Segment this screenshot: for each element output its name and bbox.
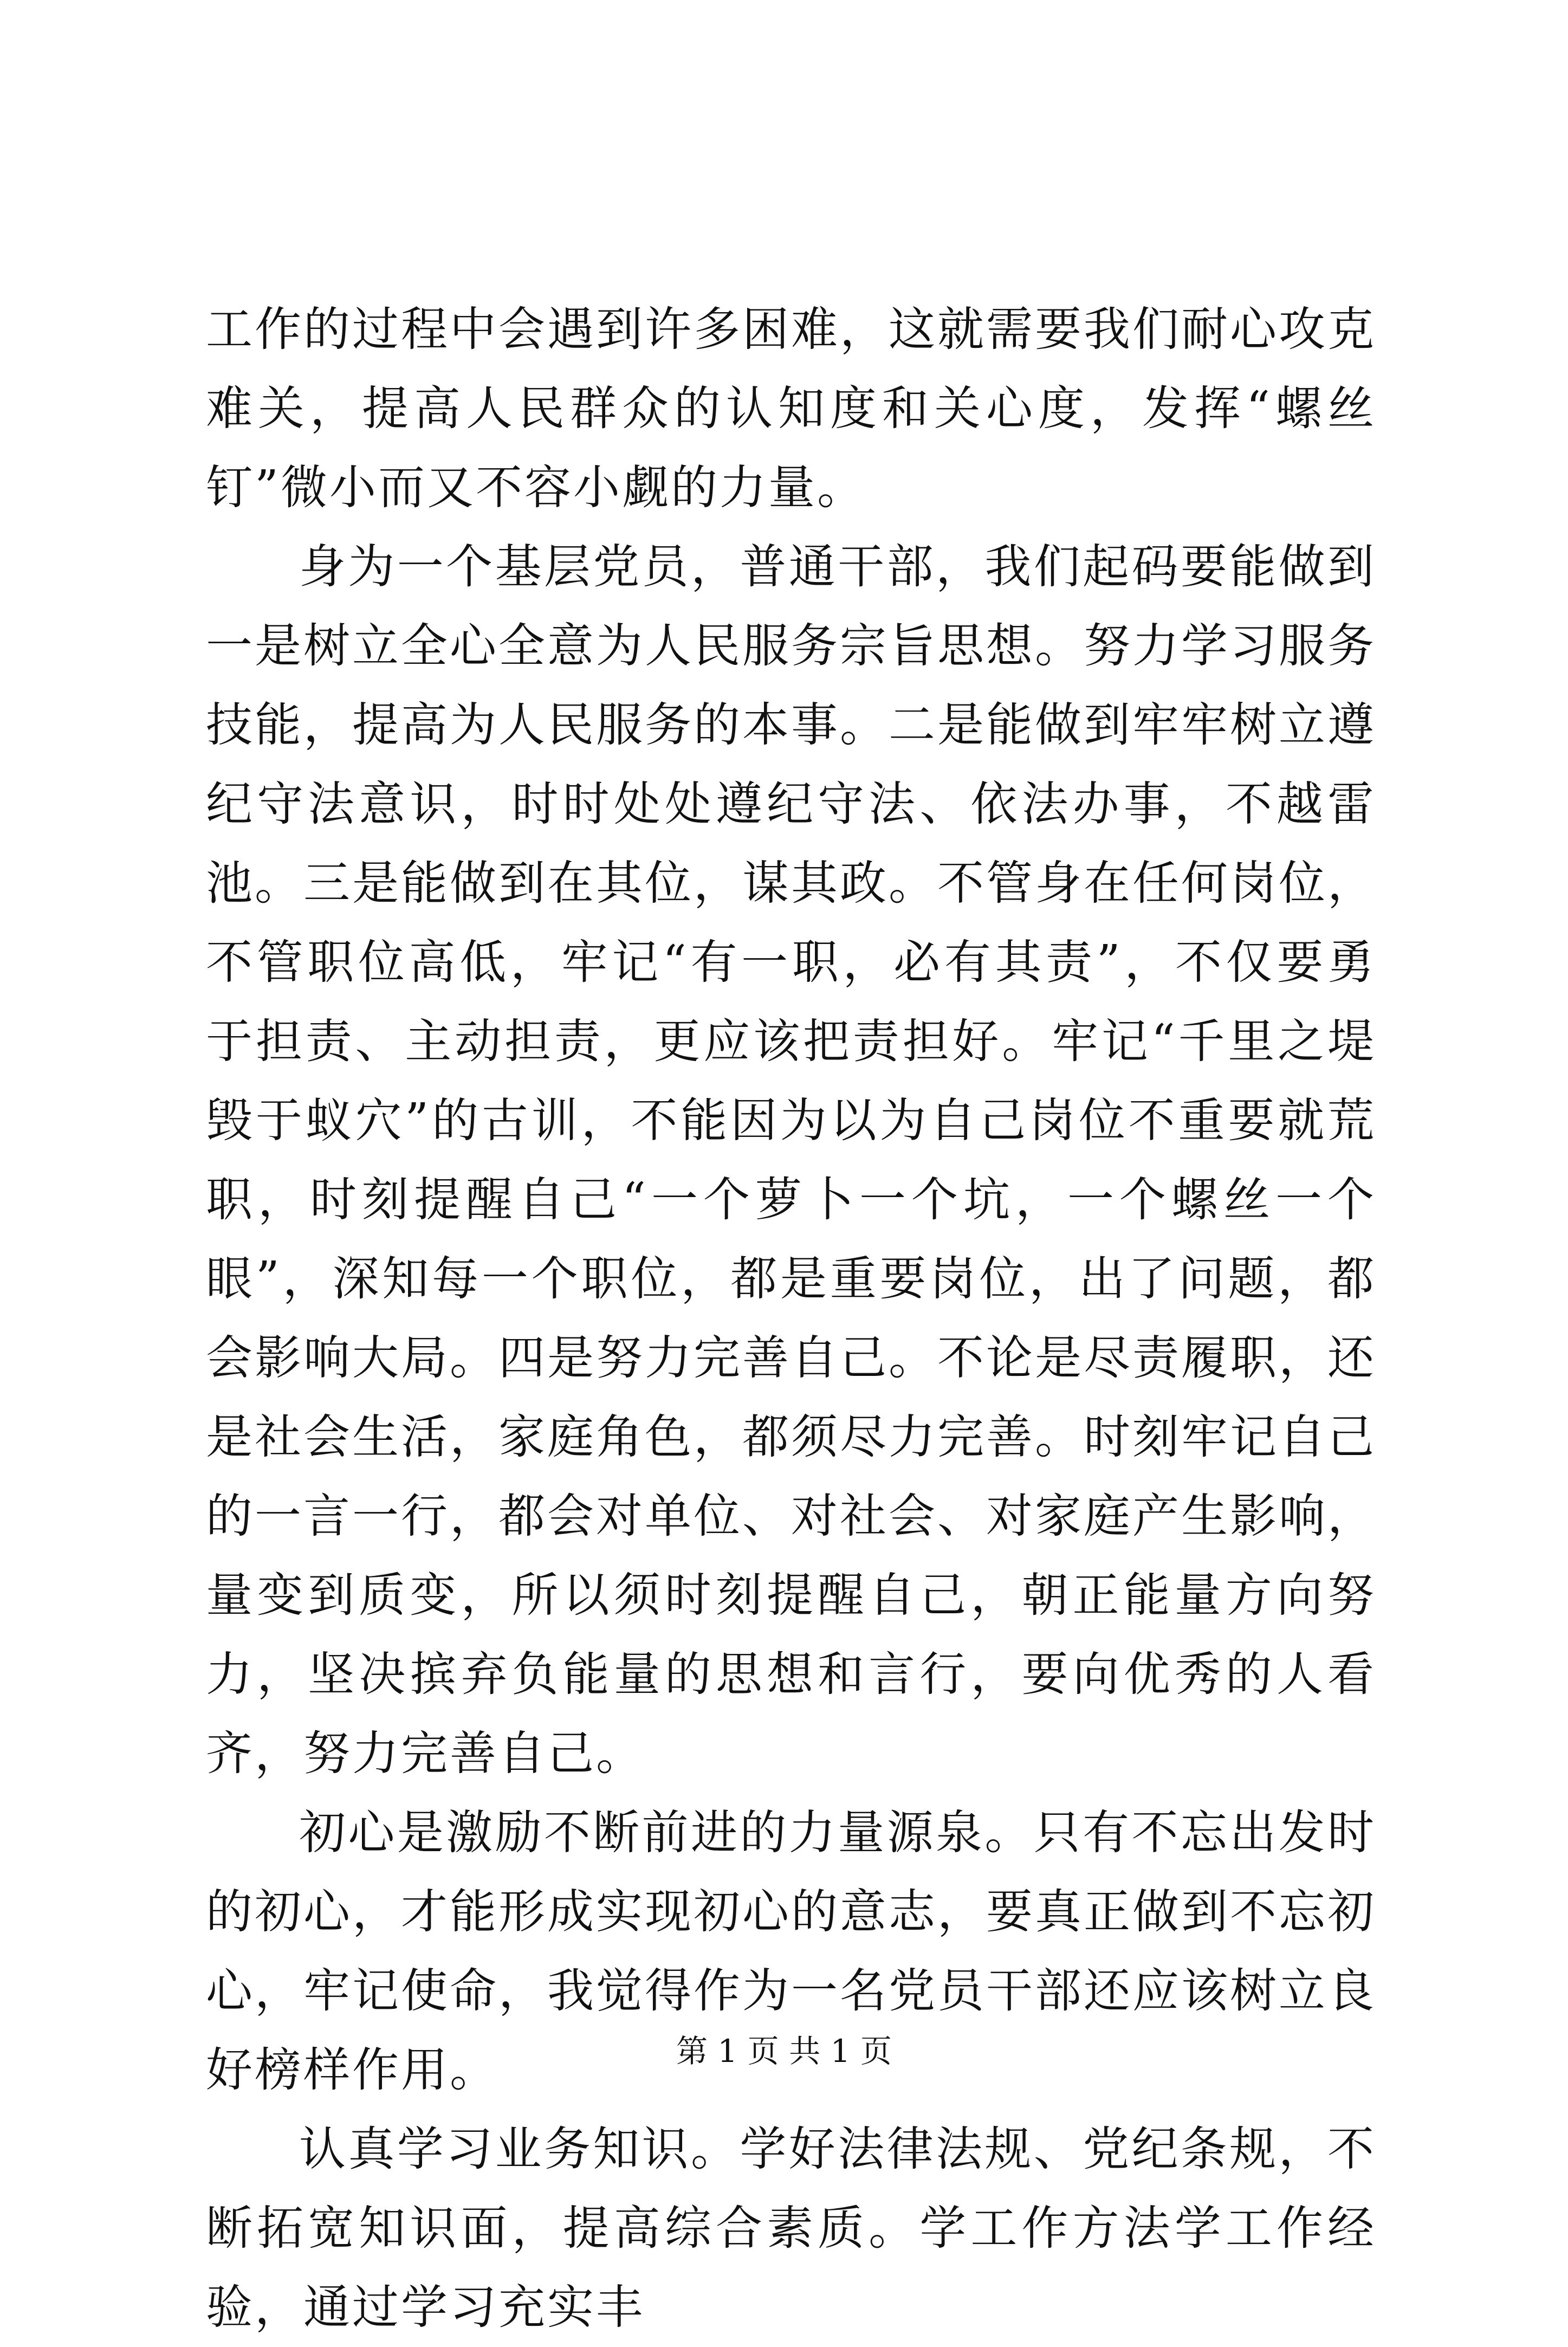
page-footer [0, 2029, 1568, 2073]
paragraph-4: 认真学习业务知识。学好法律法规、党纪条规，不断拓宽知识面，提高综合素质。学工作方法学工作经验，通过学习充实丰 [206, 2122, 1376, 2335]
paragraph-2: 身为一个基层党员，普通干部，我们起码要能做到一是树立全心全意为人民服务宗旨思想。努力学习服务技能，提高为人民服务的本事。二是能做到牢牢树立遵纪守法意识，时时处处遵纪守法、依法办事，不越雷池。三是能做到在其位，谋其政。不管身在任何岗位，不管职位高低，牢记“有一职，必有其责”，不仅要勇于担责、主动担责，更应该把责担好。牢记“千里之堤毁于蚁穴”的古训，不能因为以为自己岗位不重要就荒职，时刻提醒自己“一个萝卜一个坑，一个螺丝一个眼”，深知每一个职位，都是重要岗位，出了问题，都会影响大局。四是努力完善自己。不论是尽责履职，还是社会生活，家庭角色，都须尽力完善。时刻牢记自己的一言一行，都会对单位、对社会、对家庭产生影响，量变到质变，所以须时刻提醒自己，朝正能量方向努力，坚决摈弃负能量的思想和言行，要向优秀的人看齐，努力完善自己。 [206, 540, 1376, 1781]
paragraph-1: 工作的过程中会遇到许多困难，这就需要我们耐心攻克难关，提高人民群众的认知度和关心度，发挥“螺丝钉”微小而又不容小觑的力量。 [206, 302, 1376, 515]
paragraph-3: 初心是激励不断前进的力量源泉。只有不忘出发时的初心，才能形成实现初心的意志，要真正做到不忘初心，牢记使命，我觉得作为一名党员干部还应该树立良好榜样作用。 [206, 1806, 1376, 2097]
page-number: 第 1 页 共 1 页 [676, 2033, 892, 2070]
